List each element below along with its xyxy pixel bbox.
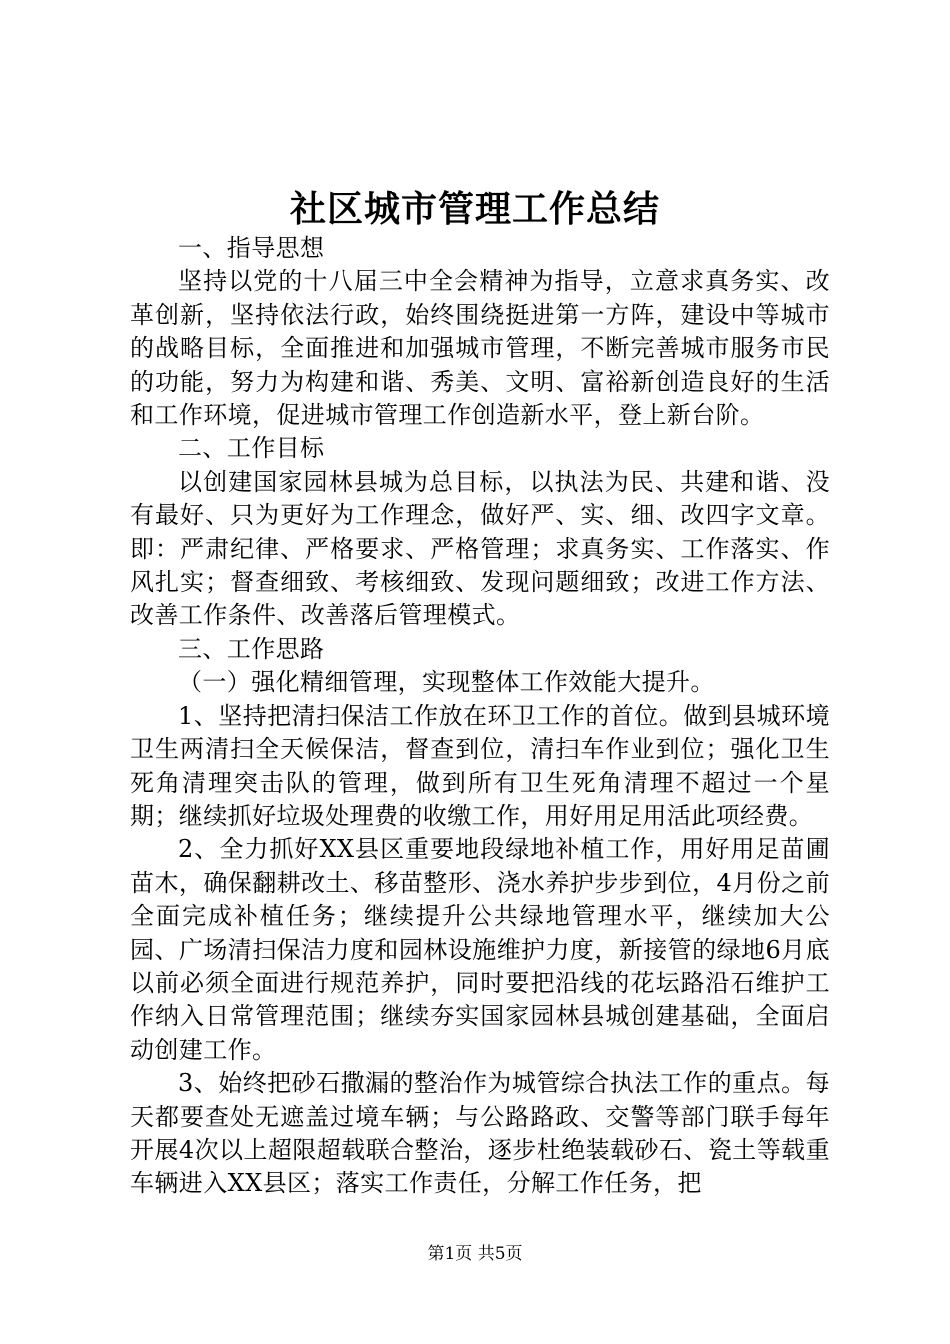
section-heading-work-approach: 三、工作思路 — [178, 634, 325, 663]
page-number-footer: 第1页 共5页 — [427, 1244, 523, 1264]
section-heading-guiding-ideology: 一、指导思想 — [178, 234, 325, 262]
paragraph-item-1: 1、坚持把清扫保洁工作放在环卫工作的首位。做到县城环境卫生两清扫全天候保洁，督查到位，清扫车作业到位；强化卫生死角清理突击队的管理，做到所有卫生死角清理不超过一个星期；继续抓好垃圾处理费的收缴工作，用好用足用活此项经费。 — [130, 701, 830, 830]
paragraph-item-3: 3、始终把砂石撒漏的整治作为城管综合执法工作的重点。每天都要查处无遮盖过境车辆；与公路路政、交警等部门联手每年开展4次以上超限超载联合整治，逐步杜绝装载砂石、瓷土等载重车辆进入XX县区；落实工作责任，分解工作任务，把 — [130, 1069, 830, 1198]
section-heading-work-goals: 二、工作目标 — [178, 434, 325, 463]
paragraph-item-2: 2、全力抓好XX县区重要地段绿地补植工作，用好用足苗圃苗木，确保翻耕改土、移苗整形、浇水养护步步到位，4月份之前全面完成补植任务；继续提升公共绿地管理水平，继续加大公园、广场清扫保洁力度和园林设施维护力度，新接管的绿地6月底以前必须全面进行规范养护，同时要把沿线的花坛路沿石维护工作纳入日常管理范围；继续夯实国家园林县城创建基础，全面启动创建工作。 — [130, 835, 830, 1064]
paragraph-work-goals: 以创建国家园林县城为总目标，以执法为民、共建和谐、没有最好、只为更好为工作理念，做好严、实、细、改四字文章。即：严肃纪律、严格要求、严格管理；求真务实、工作落实、作风扎实；督查细致、考核细致、发现问题细致；改进工作方法、改善工作条件、改善落后管理模式。 — [130, 467, 830, 630]
paragraph-guiding-ideology: 坚持以党的十八届三中全会精神为指导，立意求真务实、改革创新，坚持依法行政，始终围绕挺进第一方阵，建设中等城市的战略目标，全面推进和加强城市管理，不断完善城市服务市民的功能，努力为构建和谐、秀美、文明、富裕新创造良好的生活和工作环境，促进城市管理工作创造新水平，登上新台阶。 — [130, 267, 830, 430]
subsection-heading-fine-management: （一）强化精细管理，实现整体工作效能大提升。 — [178, 668, 715, 697]
document-title: 社区城市管理工作总结 — [289, 188, 660, 230]
document-body — [130, 232, 830, 1201]
